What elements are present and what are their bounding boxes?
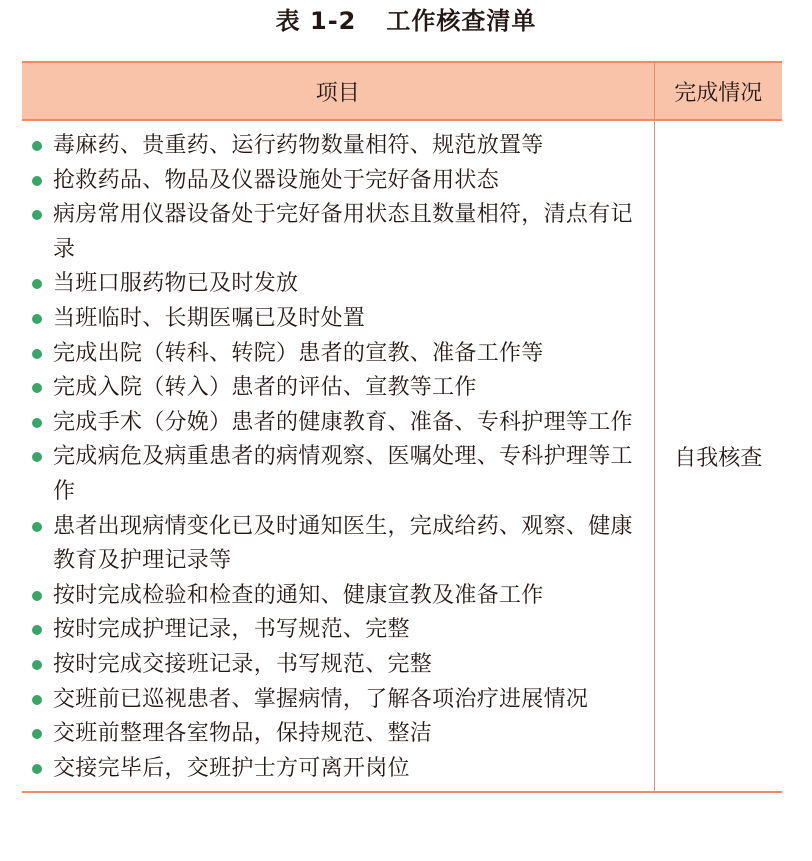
bullet-icon [32,314,42,324]
status-cell: 自我核查 [654,120,782,792]
list-item-text: 完成出院（转科、转院）患者的宣教、准备工作等 [53,340,544,366]
items-cell [22,120,654,792]
list-item-text: 完成病危及病重患者的病情观察、医嘱处理、专科护理等工作 [53,444,633,504]
list-item-text: 病房常用仪器设备处于完好备用状态且数量相符，清点有记录 [53,202,633,262]
list-item [22,267,648,302]
checklist-items [22,121,654,791]
checklist-table [22,61,782,793]
bullet-icon [32,591,42,601]
bullet-icon [32,349,42,359]
list-item [22,371,648,406]
list-item [22,510,648,579]
list-item-text: 毒麻药、贵重药、运行药物数量相符、规范放置等 [53,133,544,158]
list-item-text: 当班临时、长期医嘱已及时处置 [53,305,366,331]
list-item-text: 交接完毕后，交班护士方可离开岗位 [53,755,410,781]
list-item-text: 交班前已巡视患者、掌握病情，了解各项治疗进展情况 [53,686,589,712]
bullet-icon [32,210,42,220]
list-item-text: 完成手术（分娩）患者的健康教育、准备、专科护理等工作 [53,409,633,435]
list-item [22,648,648,683]
list-item [22,302,648,337]
list-item [22,198,648,267]
bullet-icon [32,695,42,705]
table-number: 表 1-2 [275,7,357,35]
list-item-text: 完成入院（转入）患者的评估、宣教等工作 [53,375,477,401]
list-item-text: 患者出现病情变化已及时通知医生，完成给药、观察、健康教育及护理记录等 [53,513,633,574]
bullet-icon [32,141,42,151]
list-item [22,752,648,787]
bullet-icon [32,383,42,393]
table-row [22,120,782,792]
column-header-item: 项目 [22,62,654,120]
list-item [22,129,648,164]
list-item [22,164,648,199]
bullet-icon [32,625,42,635]
bullet-icon [32,452,42,462]
list-item-text: 当班口服药物已及时发放 [53,271,299,297]
list-item [22,337,648,372]
list-item-text: 按时完成护理记录，书写规范、完整 [53,617,410,643]
bullet-icon [32,279,42,289]
list-item [22,717,648,752]
list-item [22,440,648,509]
column-header-status: 完成情况 [654,62,782,120]
header-row [22,62,782,120]
bullet-icon [32,522,42,532]
list-item [22,683,648,718]
bullet-icon [32,176,42,186]
list-item-text: 按时完成检验和检查的通知、健康宣教及准备工作 [53,582,544,608]
bullet-icon [32,660,42,670]
table-caption [0,6,812,36]
bullet-icon [32,418,42,428]
list-item [22,579,648,614]
list-item-text: 按时完成交接班记录，书写规范、完整 [53,651,433,677]
bullet-icon [32,764,42,774]
list-item-text: 抢救药品、物品及仪器设施处于完好备用状态 [53,167,500,193]
list-item [22,613,648,648]
list-item [22,406,648,441]
table-title: 工作核查清单 [386,7,537,35]
list-item-text: 交班前整理各室物品，保持规范、整洁 [53,721,433,747]
bullet-icon [32,729,42,739]
